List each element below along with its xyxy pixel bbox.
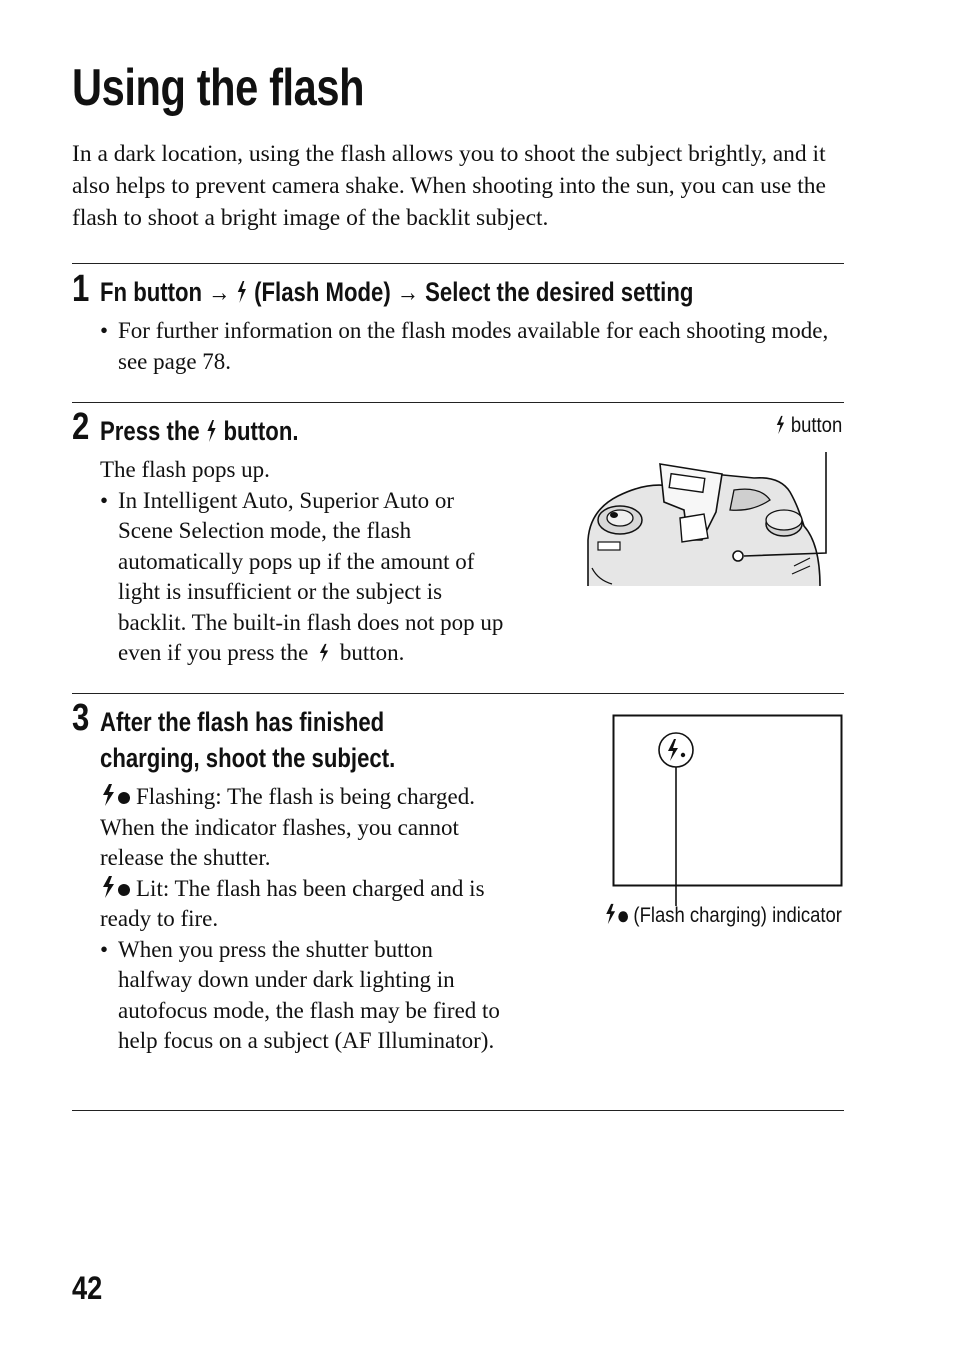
flashing-description	[100, 782, 500, 874]
list-item	[100, 935, 500, 1057]
page-number: 42	[72, 1270, 103, 1306]
bullet-text: In Intelligent Auto, Superior Auto or Scene Selection mode, the flash automatically pops up if the amount of light is insufficient or the subject is backlit. The built-in flash does not pop up even if you press the	[118, 487, 504, 665]
caption-text: button	[790, 414, 842, 437]
body-text: Lit: The flash has been charged and is ready to fire.	[100, 875, 485, 931]
step-heading	[100, 413, 299, 449]
flash-charge-icon	[100, 783, 132, 807]
divider	[72, 263, 844, 264]
arrow-icon: →	[208, 277, 231, 307]
body-line: The flash pops up.	[100, 457, 270, 482]
heading-text: After the flash has finished	[100, 707, 385, 737]
body-text: Flashing: The flash is being charged. When the indicator flashes, you cannot release the shutter.	[100, 784, 475, 870]
indicator-illustration	[612, 714, 844, 910]
camera-illustration	[584, 448, 834, 590]
step-number: 3	[72, 697, 90, 739]
flash-charge-icon	[100, 875, 132, 899]
step-number: 2	[72, 406, 90, 448]
step-body	[100, 455, 510, 669]
caption-text: (Flash charging) indicator	[633, 904, 842, 927]
lit-description	[100, 874, 500, 935]
flash-icon	[318, 643, 330, 663]
flash-charge-icon	[604, 903, 630, 925]
heading-text: (Flash Mode)	[254, 277, 391, 307]
step-body	[100, 782, 500, 1057]
intro-paragraph: In a dark location, using the flash allows you to shoot the subject brightly, and it also helps to prevent camera shake. When shooting into the sun, you can use the flash to shoot a bright image of the backlit subject.	[72, 141, 826, 231]
heading-text: Fn button	[100, 277, 203, 307]
heading-text: Press the	[100, 416, 200, 446]
figure-caption	[571, 903, 842, 928]
heading-text: Select the desired setting	[425, 277, 694, 307]
bullet-text: For further information on the flash modes available for each shooting mode, see page 78.	[118, 318, 829, 374]
divider	[72, 1110, 844, 1111]
heading-text: button.	[223, 416, 299, 446]
list-item	[100, 486, 510, 669]
page-title: Using the flash	[72, 59, 365, 117]
flash-icon	[237, 280, 248, 304]
list-item	[100, 316, 838, 377]
step-heading	[100, 704, 395, 776]
bullet-text: When you press the shutter button halfway down under dark lighting in autofocus mode, the flash may be fired to help focus on a subject (AF Illuminator).	[118, 936, 500, 1053]
arrow-icon: →	[396, 277, 419, 307]
divider	[72, 402, 844, 403]
step-number: 1	[72, 268, 90, 310]
bullet-text: button.	[339, 640, 405, 665]
step-heading	[100, 274, 693, 310]
heading-text: charging, shoot the subject.	[100, 743, 396, 773]
flash-icon	[206, 419, 217, 443]
flash-icon	[775, 415, 786, 435]
figure-caption	[766, 414, 842, 438]
divider	[72, 693, 844, 694]
